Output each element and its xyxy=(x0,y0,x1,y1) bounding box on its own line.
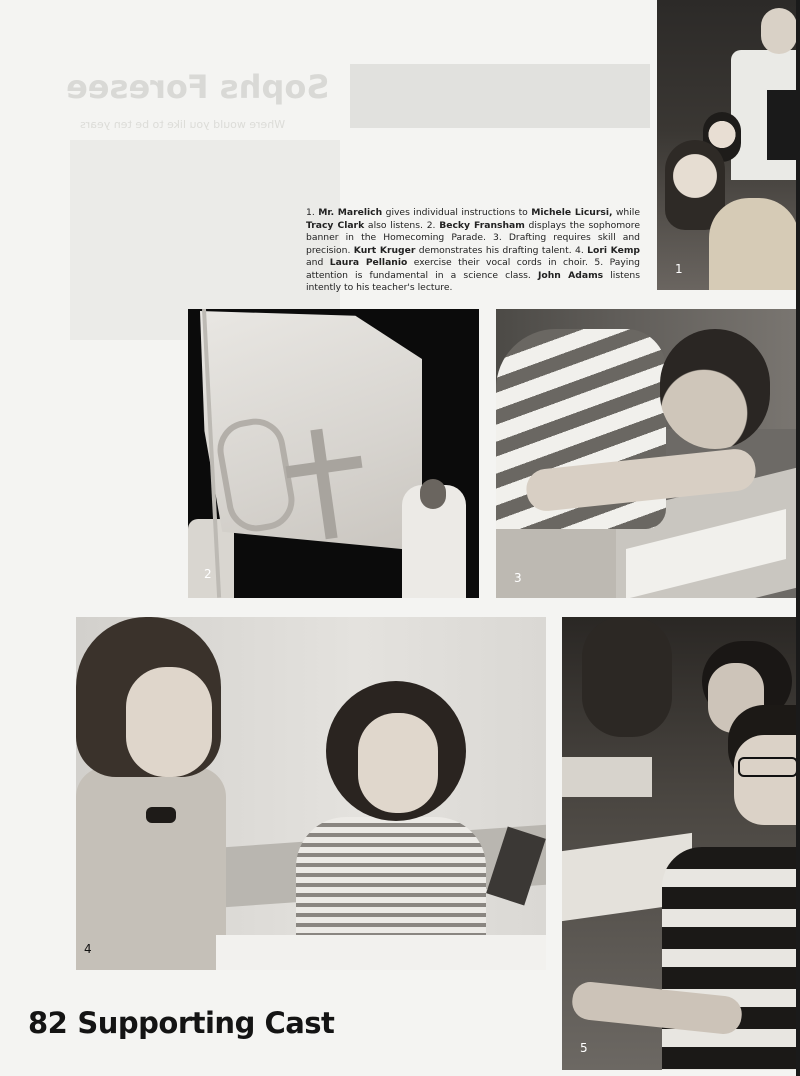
caption-text: displays the sophomore banner in the Homecoming Parade. 3. Drafting requires skill and precision. xyxy=(306,219,640,256)
caption-text: and xyxy=(306,257,330,268)
bleed-through-subtitle: Where would you like to be ten years xyxy=(80,118,286,131)
photo-caption xyxy=(306,207,640,295)
section-title: Supporting Cast xyxy=(77,1006,335,1040)
striped-sweater xyxy=(662,847,800,1070)
photo-shape xyxy=(76,767,226,970)
bleed-through-block xyxy=(350,64,650,128)
photo-number: 2 xyxy=(204,567,212,581)
photo-shape xyxy=(709,198,799,290)
photo-choir-instruction xyxy=(657,0,800,290)
caption-text: also listens. 2. xyxy=(364,219,440,231)
photo-shape xyxy=(126,667,212,777)
photo-number: 5 xyxy=(580,1041,588,1055)
caption-text: listens intently to his teacher's lecture. xyxy=(306,269,640,293)
photo-number: 1 xyxy=(675,262,683,276)
photo-shape xyxy=(660,329,770,449)
photo-shape xyxy=(562,757,652,797)
photo-shape xyxy=(358,713,438,813)
page-footer xyxy=(28,1006,334,1040)
photo-shape xyxy=(216,935,546,970)
page-binding-edge xyxy=(796,0,800,1076)
caption-name: Michele Licursi, xyxy=(531,207,613,218)
photo-shape xyxy=(582,617,672,737)
photo-shape xyxy=(734,735,800,825)
caption-name: Kurt Kruger xyxy=(353,244,416,256)
photo-number: 3 xyxy=(514,571,522,585)
caption-text: while xyxy=(612,207,640,218)
photo-science-class xyxy=(562,617,800,1070)
photo-shape xyxy=(738,757,798,777)
caption-text: gives individual instructions to xyxy=(382,207,532,218)
photo-homecoming-banner xyxy=(188,309,479,598)
caption-text: exercise their vocal cords in choir. 5. Paying attention is fundamental in a science class. xyxy=(306,257,640,281)
caption-name: John Adams xyxy=(537,269,604,281)
caption-name: Becky Fransham xyxy=(439,219,525,231)
photo-choir-students xyxy=(76,617,546,970)
caption-name: Lori Kemp xyxy=(587,244,640,256)
caption-name: Laura Pellanio xyxy=(329,257,408,268)
caption-text: demonstrates his drafting talent. 4. xyxy=(415,244,588,256)
photo-shape xyxy=(146,807,176,823)
photo-number: 4 xyxy=(84,942,92,956)
bleed-through-title: Sophs Foresee xyxy=(66,68,330,106)
caption-name: Tracy Clark xyxy=(306,219,365,231)
photo-drafting xyxy=(496,309,800,598)
page-number: 82 xyxy=(28,1006,68,1040)
caption-name: Mr. Marelich xyxy=(318,207,383,218)
photo-shape xyxy=(761,8,797,54)
caption-text: 1. xyxy=(306,207,319,218)
photo-shape xyxy=(420,479,446,509)
